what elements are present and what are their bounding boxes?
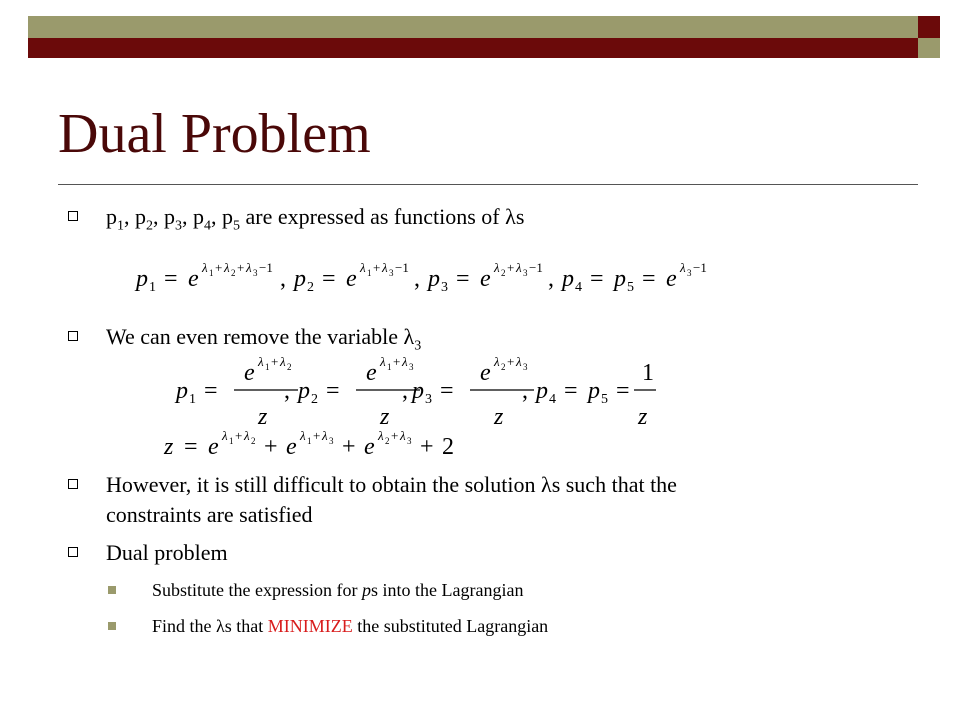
svg-text:=: = [322,266,336,292]
svg-text:3: 3 [425,392,432,407]
minimize-highlight: MINIMIZE [267,616,353,636]
svg-text:λ: λ [382,260,388,275]
svg-text:,: , [402,378,408,404]
svg-text:+: + [507,260,515,275]
svg-text:λ: λ [244,428,250,443]
svg-text:=: = [564,378,578,404]
svg-text:−1: −1 [259,260,273,275]
svg-text:−1: −1 [395,260,409,275]
svg-text:e: e [346,266,357,292]
svg-text:+: + [342,434,356,460]
svg-text:p: p [298,378,310,404]
svg-text:=: = [616,378,630,404]
svg-text:=: = [164,266,178,292]
svg-text:+: + [237,260,245,275]
svg-text:,: , [522,378,528,404]
svg-text:p: p [176,378,188,404]
svg-text:λ: λ [494,354,500,369]
svg-text:=: = [184,434,198,460]
svg-text:5: 5 [601,392,608,407]
svg-text:λ: λ [400,428,406,443]
svg-text:λ: λ [322,428,328,443]
svg-text:e: e [366,360,377,386]
svg-text:3: 3 [687,268,692,278]
svg-text:z: z [494,404,504,430]
svg-text:1: 1 [229,436,234,446]
svg-text:3: 3 [329,436,334,446]
svg-text:3: 3 [523,362,528,372]
svg-text:e: e [286,434,297,460]
svg-text:4: 4 [549,392,556,407]
svg-text:3: 3 [253,268,258,278]
svg-text:1: 1 [189,392,196,407]
svg-text:2: 2 [231,268,236,278]
bullet-2-text: We can even remove the variable $\lambda_3$ [106,324,422,354]
hollow-square-bullet-icon [68,547,78,557]
svg-text:3: 3 [523,268,528,278]
olive-stripe-top [28,16,918,38]
svg-text:+: + [264,434,278,460]
svg-text:3: 3 [407,436,412,446]
maroon-stripe-bottom [28,38,918,58]
hollow-square-bullet-icon [68,331,78,341]
svg-text:p: p [588,378,600,404]
svg-text:p: p [562,266,574,292]
svg-text:3: 3 [389,268,394,278]
svg-text:e: e [480,266,491,292]
subbullet-1-text: Substitute the expression for ps into the Lagrangian [152,580,524,600]
svg-text:=: = [642,266,656,292]
svg-text:e: e [364,434,375,460]
svg-text:1: 1 [642,360,654,386]
svg-text:3: 3 [409,362,414,372]
svg-text:e: e [480,360,491,386]
svg-text:+: + [391,428,399,443]
svg-text:λ: λ [280,354,286,369]
svg-text:1: 1 [149,280,156,294]
maroon-square-top [918,16,940,38]
svg-text:3: 3 [441,280,448,294]
svg-text:1: 1 [387,362,392,372]
svg-text:z: z [164,434,174,460]
filled-square-bullet-icon [108,622,116,630]
svg-text:2: 2 [501,268,506,278]
equation-z-definition [160,426,480,462]
svg-text:,: , [284,378,290,404]
svg-text:λ: λ [224,260,230,275]
svg-text:,: , [280,266,286,292]
svg-text:λ: λ [258,354,264,369]
title-divider [58,184,918,185]
svg-text:λ: λ [378,428,384,443]
svg-text:λ: λ [202,260,208,275]
svg-text:e: e [244,360,255,386]
svg-text:z: z [258,404,268,430]
svg-text:2: 2 [287,362,292,372]
svg-text:−1: −1 [529,260,543,275]
svg-text:2: 2 [501,362,506,372]
svg-text:=: = [456,266,470,292]
svg-text:λ: λ [360,260,366,275]
svg-text:+: + [373,260,381,275]
svg-text:+: + [507,354,515,369]
svg-text:λ: λ [246,260,252,275]
svg-text:+: + [215,260,223,275]
svg-text:+: + [393,354,401,369]
svg-text:e: e [188,266,199,292]
svg-text:,: , [414,266,420,292]
svg-text:=: = [204,378,218,404]
svg-text:p: p [536,378,548,404]
svg-text:λ: λ [380,354,386,369]
hollow-square-bullet-icon [68,211,78,221]
svg-text:e: e [666,266,677,292]
equation-p-expressions [130,250,730,294]
svg-text:z: z [380,404,390,430]
svg-text:5: 5 [627,280,634,294]
svg-text:1: 1 [209,268,214,278]
svg-text:1: 1 [307,436,312,446]
svg-text:4: 4 [575,280,582,294]
svg-text:1: 1 [265,362,270,372]
svg-text:2: 2 [385,436,390,446]
olive-square-bottom [918,38,940,58]
svg-text:λ: λ [300,428,306,443]
svg-text:p: p [428,266,440,292]
svg-text:2: 2 [311,392,318,407]
svg-text:+: + [420,434,434,460]
svg-text:e: e [208,434,219,460]
filled-square-bullet-icon [108,586,116,594]
svg-text:λ: λ [680,260,686,275]
svg-text:−1: −1 [693,260,707,275]
svg-text:2: 2 [307,280,314,294]
svg-text:+: + [235,428,243,443]
bullet-1-text: $p_1$, $p_2$, $p_3$, $p_4$, $p_5$ are expressed as functions of λs [106,204,525,234]
svg-text:=: = [326,378,340,404]
subbullet-2-text: Find the λs that MINIMIZE the substituted Lagrangian [152,616,549,636]
equation-p-fractions [170,352,690,432]
svg-text:=: = [440,378,454,404]
svg-text:p: p [136,266,148,292]
svg-text:,: , [548,266,554,292]
svg-text:λ: λ [222,428,228,443]
svg-text:λ: λ [516,354,522,369]
bullet-3-text: However, it is still difficult to obtain the solution λs such that the constraints are satisfied [106,472,677,527]
svg-text:2: 2 [251,436,256,446]
svg-text:+: + [271,354,279,369]
svg-text:+: + [313,428,321,443]
slide-title: Dual Problem [58,103,371,165]
svg-text:2: 2 [442,434,454,460]
bullet-4-text: Dual problem [106,540,228,565]
svg-text:λ: λ [516,260,522,275]
svg-text:p: p [614,266,626,292]
svg-text:p: p [412,378,424,404]
top-decoration-bar [0,0,960,60]
svg-text:λ: λ [494,260,500,275]
svg-text:1: 1 [367,268,372,278]
hollow-square-bullet-icon [68,479,78,489]
svg-text:p: p [294,266,306,292]
svg-text:=: = [590,266,604,292]
svg-text:z: z [638,404,648,430]
svg-text:λ: λ [402,354,408,369]
